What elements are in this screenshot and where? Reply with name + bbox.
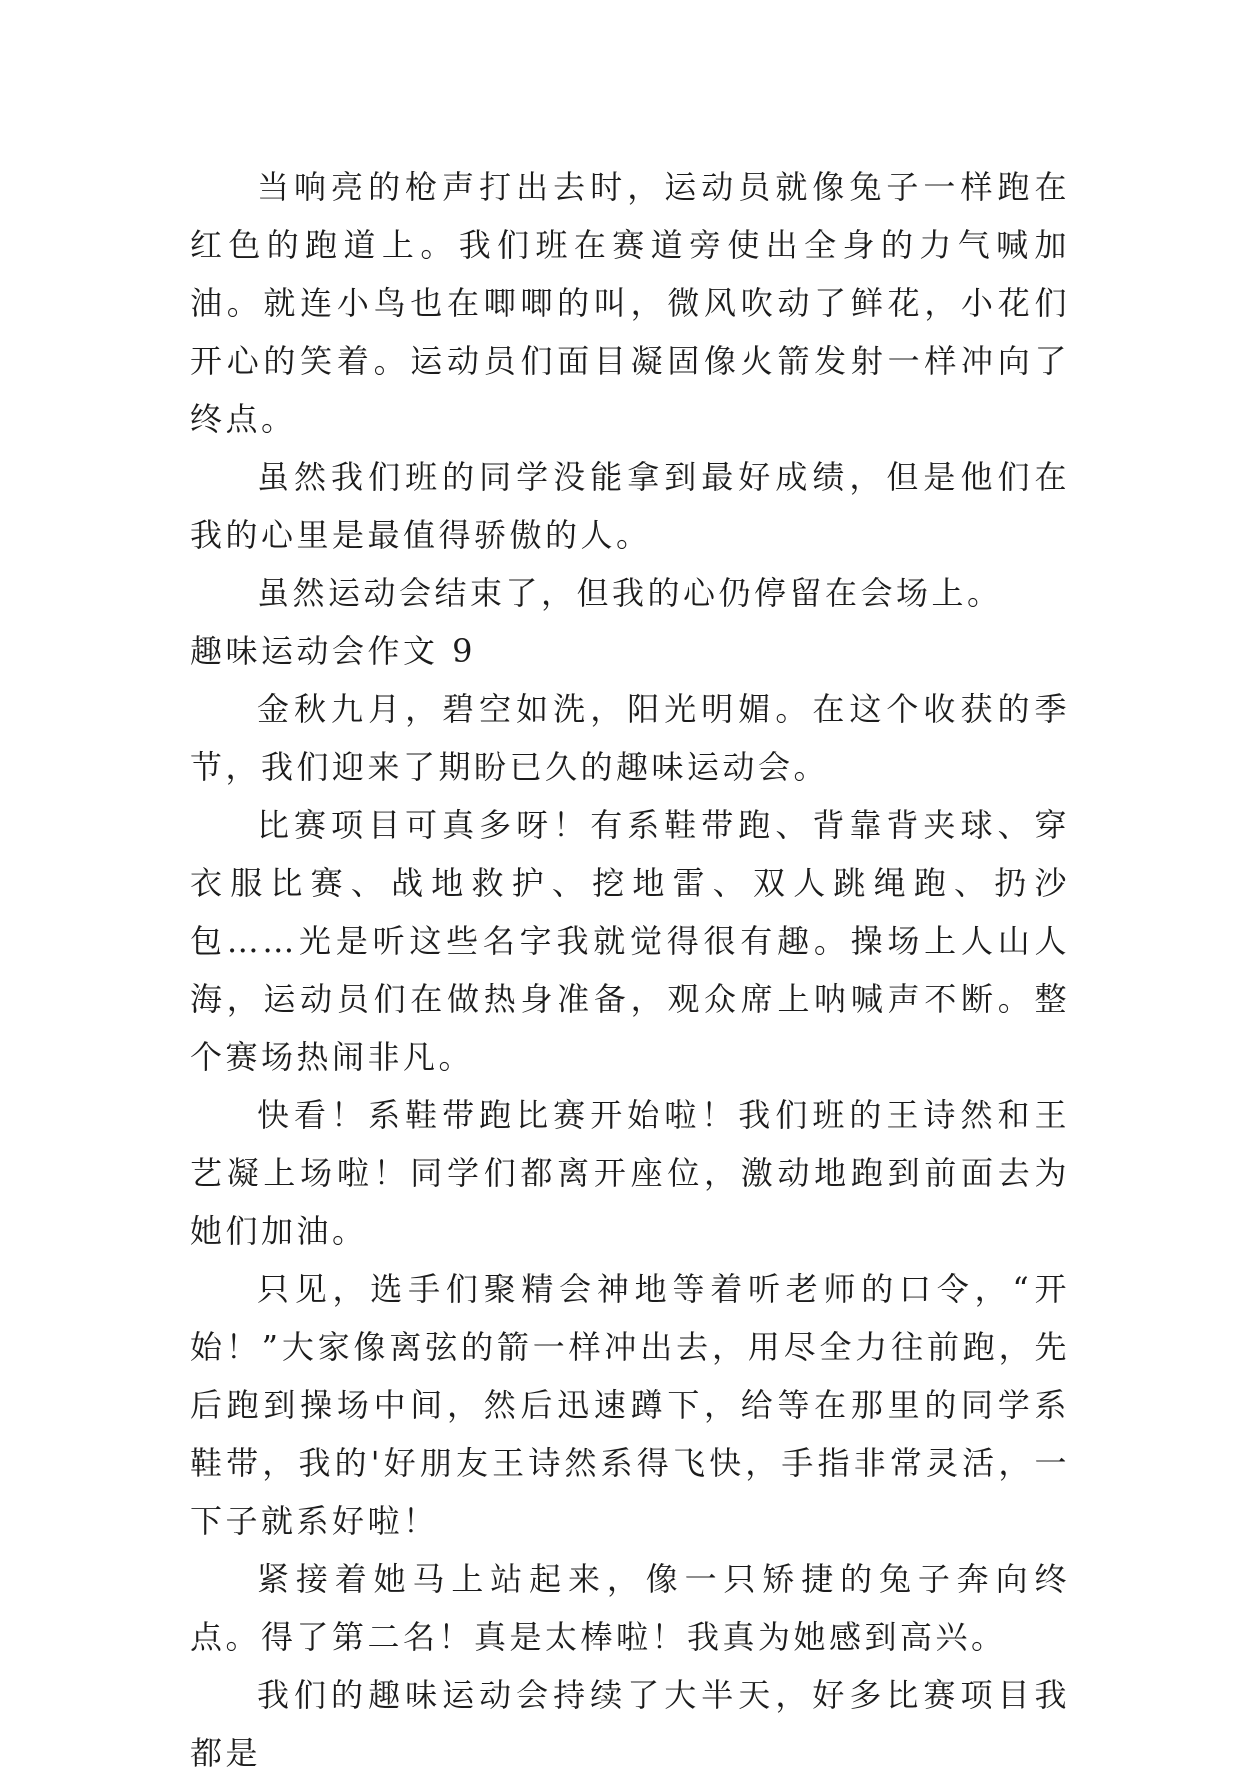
section-heading: 趣味运动会作文 9 [190, 632, 477, 670]
paragraph: 当响亮的枪声打出去时，运动员就像兔子一样跑在红色的跑道上。我们班在赛道旁使出全身的力气喊加油。就连小鸟也在唧唧的叫，微风吹动了鲜花，小花们开心的笑着。运动员们面目凝固像火箭发射一样冲向了终点。 [190, 168, 1070, 438]
paragraph: 快看！系鞋带跑比赛开始啦！我们班的王诗然和王艺凝上场啦！同学们都离开座位，激动地跑到前面去为她们加油。 [190, 1096, 1070, 1250]
paragraph: 虽然运动会结束了，但我的心仍停留在会场上。 [257, 574, 1003, 612]
document-body [190, 158, 1070, 1782]
paragraph: 比赛项目可真多呀！有系鞋带跑、背靠背夹球、穿衣服比赛、战地救护、挖地雷、双人跳绳跑、扔沙包……光是听这些名字我就觉得很有趣。操场上人山人海，运动员们在做热身准备，观众席上呐喊声不断。整个赛场热闹非凡。 [190, 806, 1070, 1076]
paragraph: 只见，选手们聚精会神地等着听老师的口令，“开始！”大家像离弦的箭一样冲出去，用尽全力往前跑，先后跑到操场中间，然后迅速蹲下，给等在那里的同学系鞋带，我的'好朋友王诗然系得飞快，手指非常灵活，一下子就系好啦！ [190, 1270, 1070, 1540]
paragraph: 金秋九月，碧空如洗，阳光明媚。在这个收获的季节，我们迎来了期盼已久的趣味运动会。 [190, 690, 1070, 786]
paragraph: 紧接着她马上站起来，像一只矫捷的兔子奔向终点。得了第二名！真是太棒啦！我真为她感到高兴。 [190, 1560, 1070, 1656]
paragraph: 我们的趣味运动会持续了大半天，好多比赛项目我都是 [190, 1676, 1070, 1772]
paragraph: 虽然我们班的同学没能拿到最好成绩，但是他们在我的心里是最值得骄傲的人。 [190, 458, 1070, 554]
